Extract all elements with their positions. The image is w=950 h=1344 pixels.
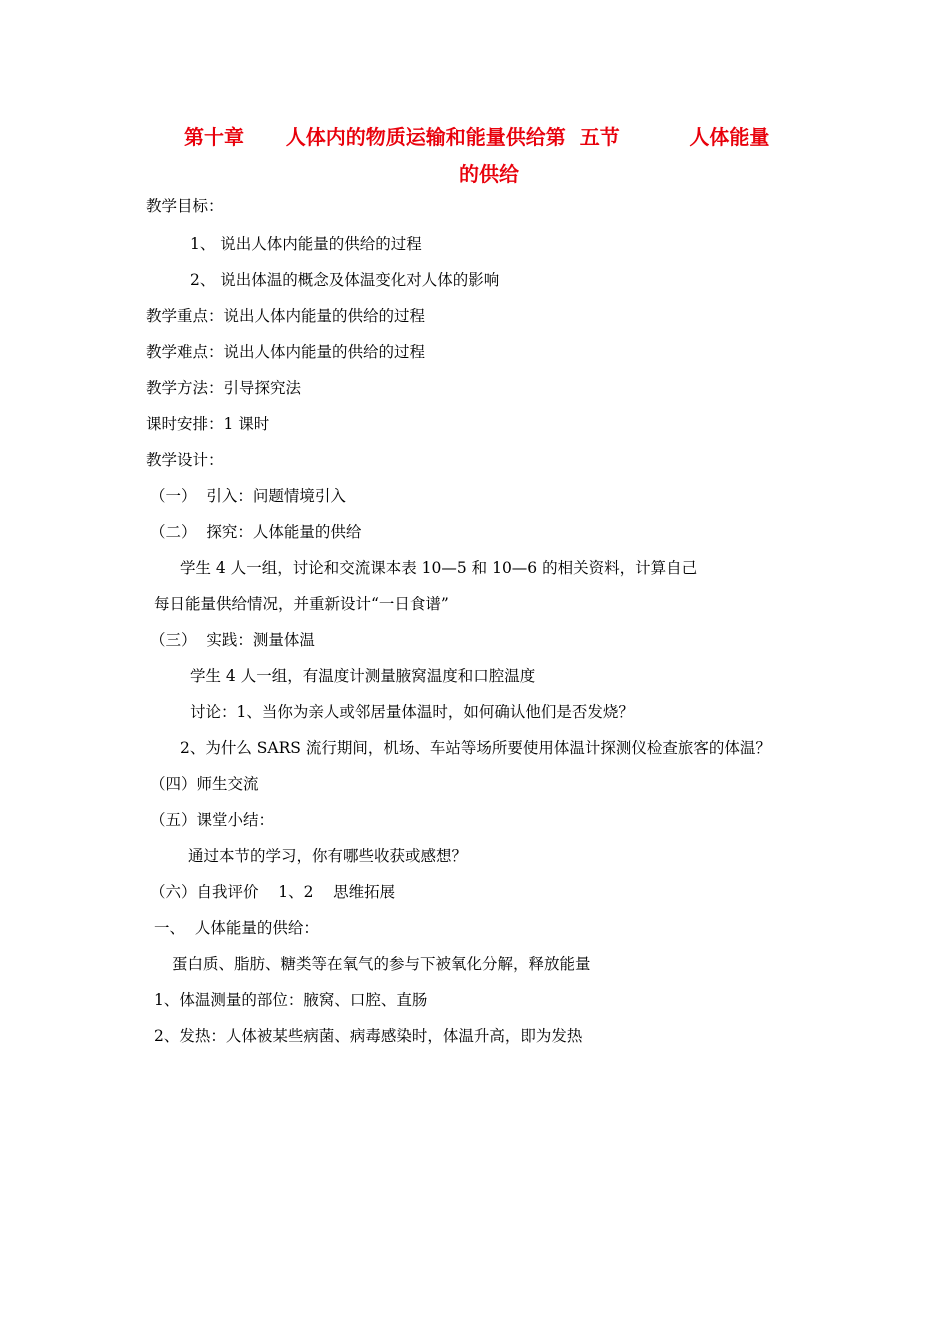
difficulty: 教学难点：说出人体内能量的供给的过程 [146, 343, 426, 361]
teaching-method: 教学方法：引导探究法 [146, 379, 302, 397]
design-self-eval: （六）自我评价 1、2 思维拓展 [150, 883, 396, 901]
page-title-line-2: 的供给 [459, 162, 519, 186]
design-practice: （三） 实践：测量体温 [150, 631, 315, 649]
design-explore: （二） 探究：人体能量的供给 [150, 523, 362, 541]
schedule: 课时安排：1 课时 [146, 415, 270, 433]
objective-item-1: 1、 说出人体内能量的供给的过程 [190, 235, 422, 253]
objective-item-2: 2、 说出体温的概念及体温变化对人体的影响 [190, 271, 500, 289]
design-exchange: （四）师生交流 [150, 775, 259, 793]
discussion-2: 2、为什么 SARS 流行期间，机场、车站等场所要使用体温计探测仪检查旅客的体温？ [180, 739, 771, 757]
objectives-heading: 教学目标： [146, 197, 224, 215]
summary-text: 通过本节的学习，你有哪些收获或感想？ [188, 847, 468, 865]
practice-text: 学生 4 人一组，有温度计测量腋窝温度和口腔温度 [190, 667, 536, 685]
design-intro: （一） 引入：问题情境引入 [150, 487, 346, 505]
design-heading: 教学设计： [146, 451, 224, 469]
discussion-1: 讨论：1、当你为亲人或邻居量体温时，如何确认他们是否发烧？ [190, 703, 634, 721]
notes-fever: 2、发热：人体被某些病菌、病毒感染时，体温升高，即为发热 [154, 1027, 583, 1045]
explore-text-1: 学生 4 人一组，讨论和交流课本表 10—5 和 10—6 的相关资料，计算自己 [180, 559, 698, 577]
page-title-line-1: 第十章 人体内的物质运输和能量供给第 五节 人体能量 [184, 125, 770, 149]
notes-temperature-sites: 1、体温测量的部位：腋窝、口腔、直肠 [154, 991, 428, 1009]
key-point: 教学重点：说出人体内能量的供给的过程 [146, 307, 426, 325]
notes-heading: 一、 人体能量的供给： [154, 919, 319, 937]
explore-text-2: 每日能量供给情况，并重新设计“一日食谱” [154, 595, 449, 613]
notes-energy: 蛋白质、脂肪、糖类等在氧气的参与下被氧化分解，释放能量 [172, 955, 591, 973]
design-summary: （五）课堂小结： [150, 811, 275, 829]
